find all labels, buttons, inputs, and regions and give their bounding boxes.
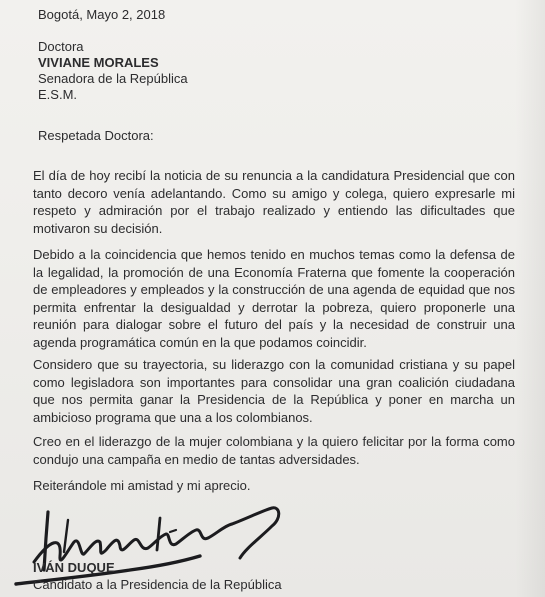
recipient-location: E.S.M.: [38, 87, 78, 102]
recipient-salutation-title: Doctora: [38, 39, 84, 54]
greeting: Respetada Doctora:: [38, 128, 154, 143]
paragraph-4: Creo en el liderazgo de la mujer colombiana y la quiero felicitar por la forma como condujo una campaña en medio de tantas adversidades.: [33, 434, 515, 467]
paragraph-2: Debido a la coincidencia que hemos tenido en muchos temas como la defensa de la legalidad, la promoción de una Economía Fraterna que fomente la cooperación de empleadores y empleados y la construcción de una agenda de equidad que nos permita enfrentar la desigualdad y derrotar la pobreza, quiero proponerle una reunión para dialogar sobre el futuro del país y la necesidad de construir una agenda programática común en la que podamos coincidir.: [33, 247, 515, 350]
paragraph-1: El día de hoy recibí la noticia de su renuncia a la candidatura Presidencial que con tanto decoro venía adelantando. Como su amigo y colega, quiero expresarle mi respeto y admiración por el trabajo realizado y entiendo las dificultades que motivaron su decisión.: [33, 168, 515, 236]
paragraph-3: Considero que su trayectoria, su liderazgo con la comunidad cristiana y su papel como legisladora son importantes para consolidar una gran coalición ciudadana que nos permita ganar la Presidencia de la República y poner en marcha un ambicioso programa que una a los colombianos.: [33, 357, 515, 425]
signer-title: Candidato a la Presidencia de la República: [33, 577, 282, 592]
date-line: Bogotá, Mayo 2, 2018: [38, 7, 166, 22]
closing-line: Reiterándole mi amistad y mi aprecio.: [33, 478, 251, 493]
recipient-position: Senadora de la República: [38, 71, 188, 86]
signer-name: IVÁN DUQUE: [33, 560, 115, 575]
recipient-name: VIVIANE MORALES: [38, 55, 159, 70]
page-shadow: [515, 0, 545, 597]
